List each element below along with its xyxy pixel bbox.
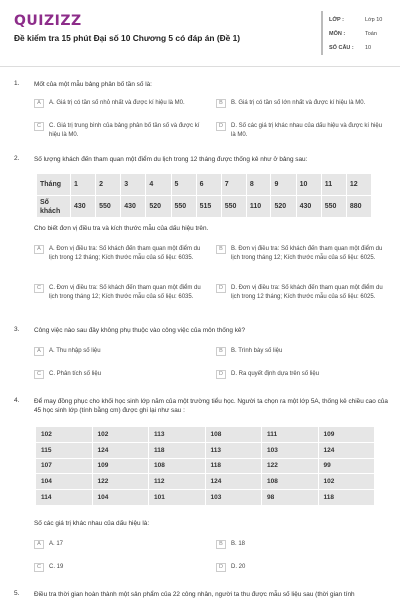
question-3-number: 3. [14, 326, 20, 333]
table-cell: 124 [318, 442, 375, 458]
table-cell: 112 [149, 474, 206, 490]
table-cell: 102 [318, 474, 375, 490]
option-letter-badge: C [34, 563, 44, 572]
question-1-text: Mốt của một mẫu bảng phân bố tần số là: [34, 81, 152, 88]
option-text: C. Giá trị trung bình của bảng phân bố tần số và được kí hiệu là M0. [49, 123, 200, 138]
table-row [36, 442, 375, 458]
table-cell: 122 [92, 474, 149, 490]
table-row [37, 174, 372, 196]
option-letter-badge: C [34, 122, 44, 131]
table-cell: 108 [149, 458, 206, 474]
meta-class-value: Lớp 10 [365, 17, 383, 23]
table-cell: 520 [271, 196, 296, 218]
table-cell: 102 [92, 427, 149, 443]
table-cell: 103 [205, 490, 262, 506]
table-cell: 109 [318, 427, 375, 443]
option-text: A. Giá trị có tần số nhỏ nhất và được kí hiệu là M0. [49, 100, 185, 106]
meta-subject-label: MÔN : [329, 31, 346, 37]
table-row-label: Số khách [37, 196, 71, 218]
option-letter-badge: B [216, 540, 226, 549]
question-2-text: Số lượng khách đến tham quan một điểm du lịch trong 12 tháng được thống kê như ở bảng sau: [34, 156, 308, 163]
table-row-label: Tháng [37, 174, 71, 196]
table-cell: 550 [321, 196, 346, 218]
table-cell: 880 [346, 196, 371, 218]
option-letter-badge: A [34, 347, 44, 356]
table-cell: 5 [171, 174, 196, 196]
table-cell: 111 [262, 427, 319, 443]
table-cell: 118 [318, 490, 375, 506]
meta-class [321, 14, 391, 26]
meta-subject-value: Toán [365, 31, 377, 37]
table-cell: 1 [71, 174, 96, 196]
heights-table [35, 426, 375, 506]
table-cell: 114 [36, 490, 93, 506]
option-letter-badge: C [34, 370, 44, 379]
meta-count [321, 42, 391, 54]
table-row [36, 490, 375, 506]
table-row [37, 196, 372, 218]
option-letter-badge: A [34, 99, 44, 108]
option-text: B. 18 [231, 541, 246, 547]
table-cell: 108 [262, 474, 319, 490]
table-cell: 107 [36, 458, 93, 474]
option-letter-badge: A [34, 540, 44, 549]
option-text: B. Giá trị có tần số lớn nhất và được kí hiệu là M0. [231, 100, 366, 106]
table-cell: 550 [96, 196, 121, 218]
option-letter-badge: B [216, 245, 226, 254]
question-5-number: 5. [14, 590, 20, 597]
option-text: D. Đơn vị điều tra: Số khách đến tham quan một điểm du lịch trong 12 tháng; Kích thước mẫu của số liệu: 6025. [231, 285, 383, 300]
table-row [36, 458, 375, 474]
option-letter-badge: B [216, 347, 226, 356]
table-cell: 2 [96, 174, 121, 196]
question-1-number: 1. [14, 80, 20, 87]
table-cell: 10 [296, 174, 321, 196]
table-cell: 124 [205, 474, 262, 490]
option-text: B. Trình bày số liệu [231, 348, 283, 354]
meta-class-label: LỚP : [329, 17, 344, 23]
table-cell: 430 [71, 196, 96, 218]
table-cell: 8 [246, 174, 271, 196]
question-2-subtext: Cho biết đơn vị điều tra và kích thước mẫu của dấu hiệu trên. [34, 225, 209, 232]
table-row [36, 427, 375, 443]
option-text: B. Đơn vị điều tra: Số khách đến tham quan một điểm du lịch trong tháng 12; Kích thước mẫu của số liệu: 6025. [231, 246, 383, 261]
table-cell: 109 [92, 458, 149, 474]
table-cell: 12 [346, 174, 371, 196]
table-cell: 113 [205, 442, 262, 458]
option-text: A. Thu nhập số liệu [49, 348, 101, 354]
table-cell: 4 [146, 174, 171, 196]
table-cell: 550 [171, 196, 196, 218]
table-row [36, 474, 375, 490]
option-letter-badge: B [216, 99, 226, 108]
question-4-subtext: Số các giá trị khác nhau của dấu hiệu là: [34, 520, 150, 527]
worksheet-header [0, 0, 400, 66]
quizizz-logo: QUIZIZZ [14, 13, 82, 29]
question-4-number: 4. [14, 397, 20, 404]
table-cell: 115 [36, 442, 93, 458]
table-cell: 430 [296, 196, 321, 218]
table-cell: 108 [205, 427, 262, 443]
table-cell: 98 [262, 490, 319, 506]
option-letter-badge: C [34, 284, 44, 293]
table-cell: 118 [149, 442, 206, 458]
table-cell: 103 [262, 442, 319, 458]
table-cell: 118 [205, 458, 262, 474]
question-2-number: 2. [14, 155, 20, 162]
table-cell: 113 [149, 427, 206, 443]
table-cell: 102 [36, 427, 93, 443]
option-text: A. Đơn vị điều tra: Số khách đến tham quan một điểm du lịch trong 12 tháng; Kích thước mẫu của số liệu: 6035. [49, 246, 201, 261]
table-cell: 520 [146, 196, 171, 218]
table-cell: 122 [262, 458, 319, 474]
option-text: D. Số các giá trị khác nhau của dấu hiệu và được kí hiệu là M0. [231, 123, 383, 138]
option-text: C. Phân tích số liệu [49, 371, 102, 377]
table-cell: 104 [36, 474, 93, 490]
meta-count-label: SỐ CÂU : [329, 45, 354, 51]
option-text: C. 19 [49, 564, 64, 570]
option-letter-badge: A [34, 245, 44, 254]
table-cell: 11 [321, 174, 346, 196]
option-letter-badge: D [216, 284, 226, 293]
table-cell: 6 [196, 174, 221, 196]
meta-subject [321, 28, 391, 40]
table-cell: 430 [121, 196, 146, 218]
table-cell: 9 [271, 174, 296, 196]
table-cell: 104 [92, 490, 149, 506]
table-cell: 3 [121, 174, 146, 196]
option-letter-badge: D [216, 370, 226, 379]
question-4-text: Để may đồng phục cho khối học sinh lớp năm của một trường tiểu học. Người ta chọn ra một lớp 5A, thống kê chiều cao của 45 học sinh lớp (tính bằng cm) được ghi lại như sau : [34, 398, 388, 414]
option-letter-badge: D [216, 122, 226, 131]
header-divider [0, 66, 400, 67]
table-cell: 99 [318, 458, 375, 474]
option-text: A. 17 [49, 541, 64, 547]
option-letter-badge: D [216, 563, 226, 572]
question-3-text: Công việc nào sau đây không phụ thuộc vào công việc của môn thống kê? [34, 327, 246, 334]
table-cell: 124 [92, 442, 149, 458]
question-5-text: Điều tra thời gian hoàn thành một sản phẩm của 22 công nhân, người ta thu được mẫu số liệu sau (thời gian tính [34, 591, 355, 598]
table-cell: 7 [221, 174, 246, 196]
table-cell: 515 [196, 196, 221, 218]
table-cell: 101 [149, 490, 206, 506]
option-text: C. Đơn vị điều tra: Số khách đến tham quan một điểm du lịch trong tháng 12; Kích thước mẫu của số liệu: 6035. [49, 285, 201, 300]
meta-count-value: 10 [365, 45, 372, 51]
table-cell: 550 [221, 196, 246, 218]
option-text: D. Ra quyết định dựa trên số liệu [231, 371, 320, 377]
visitors-table [36, 173, 372, 218]
table-cell: 110 [246, 196, 271, 218]
worksheet-title: Đề kiểm tra 15 phút Đại số 10 Chương 5 có đáp án (Đề 1) [14, 33, 241, 43]
option-text: D. 20 [231, 564, 246, 570]
